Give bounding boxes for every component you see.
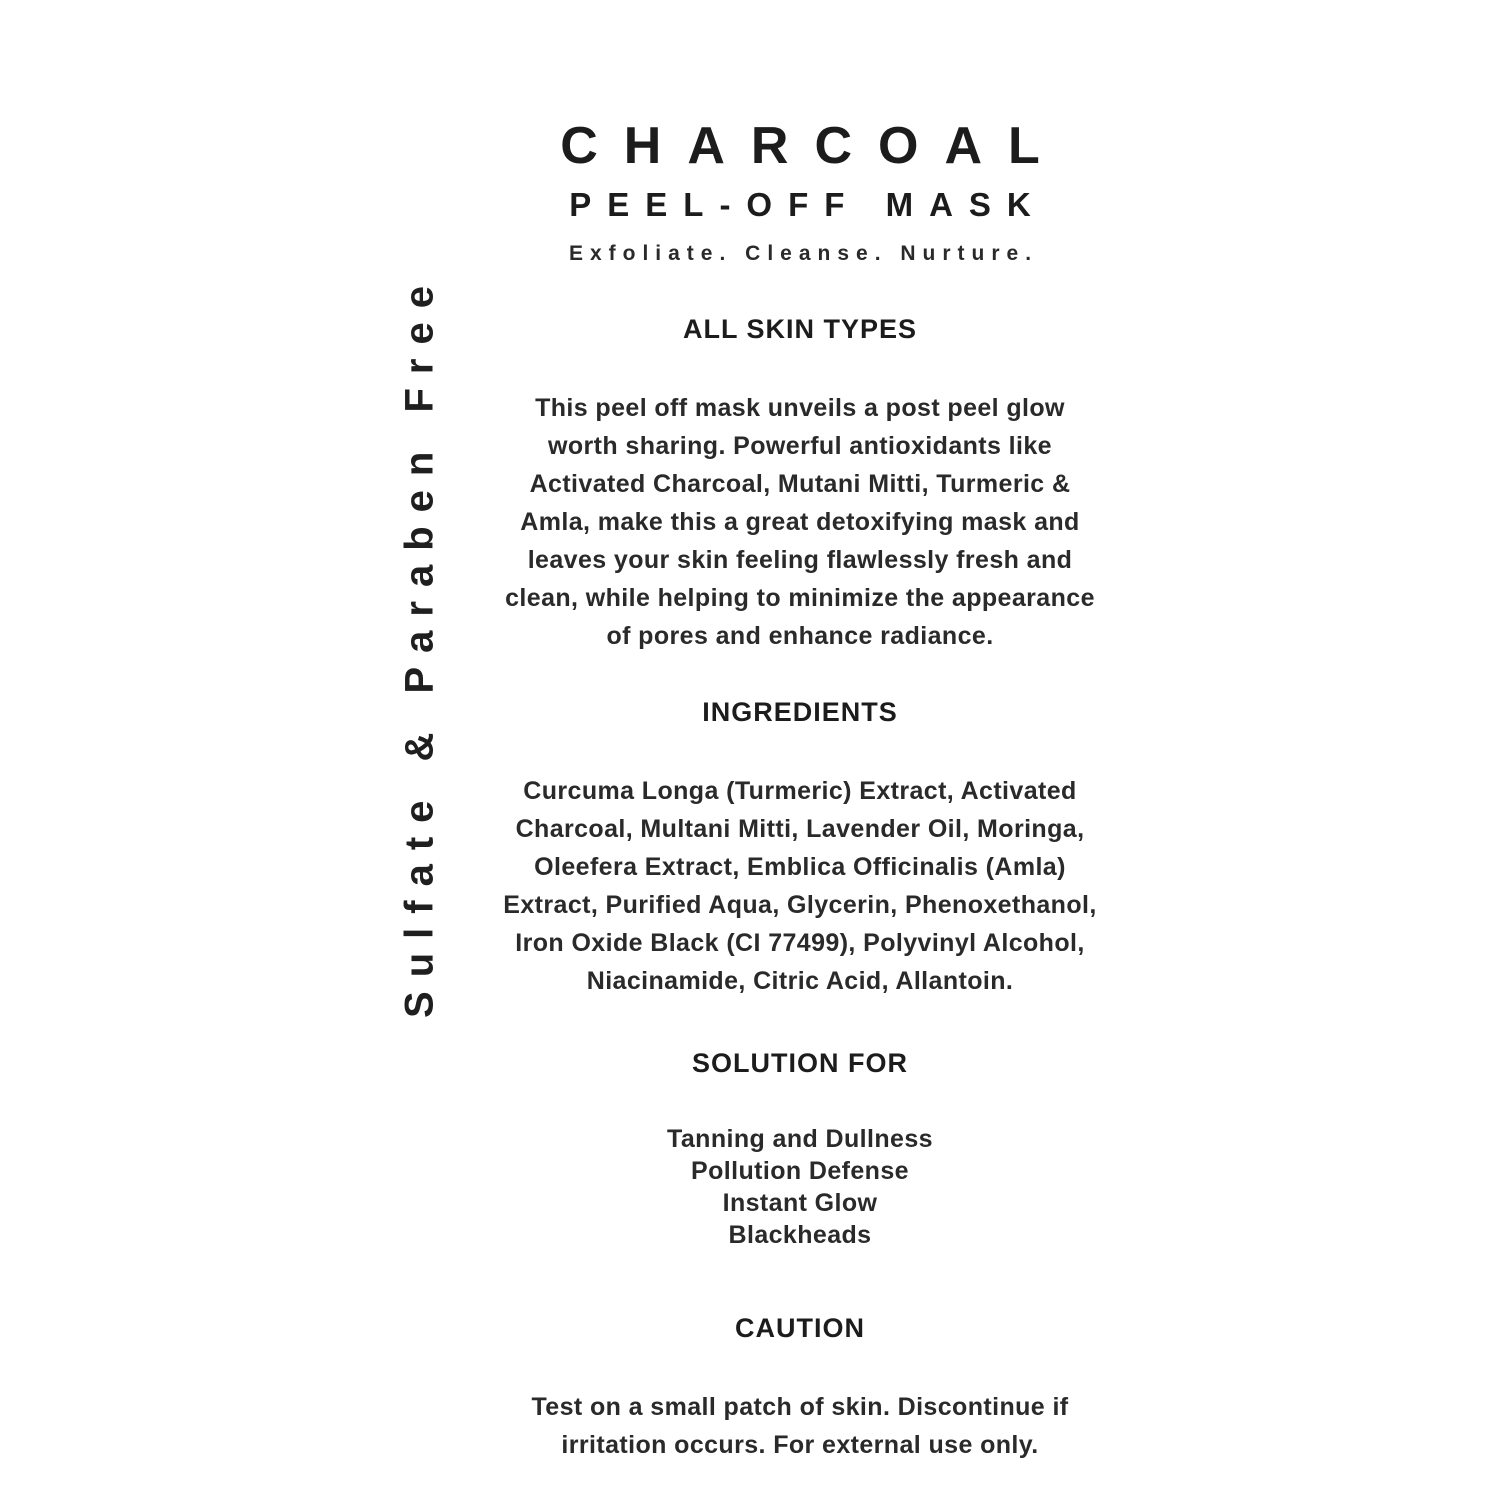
skin-types-heading: ALL SKIN TYPES bbox=[682, 314, 918, 344]
caution-text: Test on a small patch of skin. Discontinue if irritation occurs. For external use only. bbox=[531, 1393, 1069, 1459]
solution-item-tanning-dullness: Tanning and Dullness bbox=[667, 1125, 933, 1153]
caution-heading: CAUTION bbox=[735, 1313, 865, 1343]
product-title: CHARCOAL bbox=[560, 117, 1066, 175]
solution-for-heading: SOLUTION FOR bbox=[692, 1048, 908, 1078]
skin-types-description: This peel off mask unveils a post peel glow worth sharing. Powerful antioxidants like Activated Charcoal, Mutani Mitti, Turmeric & Amla, make this a great detoxifying mask and leaves your skin feeling flawlessly fresh and clean, while helping to minimize the appearance of pores and enhance radiance. bbox=[505, 394, 1095, 650]
side-vertical-claim-text: Sulfate & Paraben Free bbox=[397, 272, 442, 1018]
ingredients-heading: INGREDIENTS bbox=[702, 697, 898, 727]
solution-item-instant-glow: Instant Glow bbox=[722, 1189, 878, 1217]
product-subtitle: PEEL-OFF MASK bbox=[569, 186, 1047, 223]
solution-list bbox=[480, 1123, 1120, 1251]
label-content-column bbox=[480, 117, 1120, 1500]
solution-item-blackheads: Blackheads bbox=[728, 1221, 872, 1249]
ingredients-list-text: Curcuma Longa (Turmeric) Extract, Activated Charcoal, Multani Mitti, Lavender Oil, Moringa, Oleefera Extract, Emblica Officinalis (Amla) Extract, Purified Aqua, Glycerin, Phenoxethanol, Iron Oxide Black (CI 77499), Polyvinyl Alcohol, Niacinamide, Citric Acid, Allantoin. bbox=[503, 777, 1097, 995]
product-tagline: Exfoliate. Cleanse. Nurture. bbox=[568, 242, 1039, 265]
solution-item-pollution-defense: Pollution Defense bbox=[691, 1157, 909, 1185]
